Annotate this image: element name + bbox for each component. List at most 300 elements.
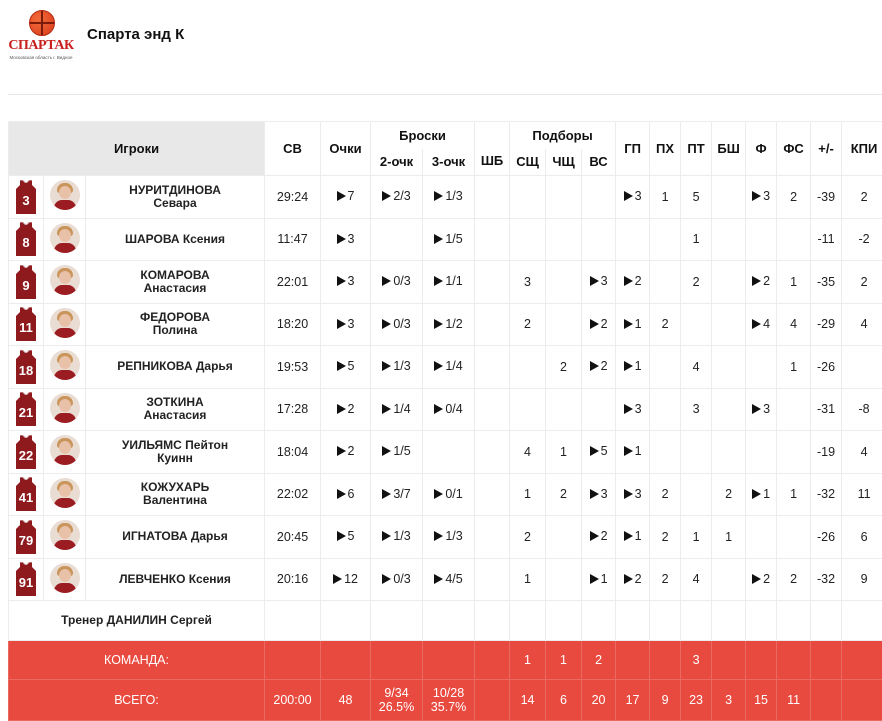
player-row[interactable] [9,261,882,304]
player-last-name: ИГНАТОВА Дарья [122,529,228,544]
two-point-cell-video[interactable] [382,274,410,288]
plus-minus-cell: -32 [811,473,842,516]
three-point-cell-video[interactable] [434,317,462,331]
points-cell-video[interactable] [337,232,355,246]
two-point-cell[interactable] [371,346,423,389]
player-last-name: КОМАРОВА [140,267,210,282]
total-rebounds-cell[interactable] [582,431,616,474]
def-rebounds-cell: 1 [510,558,546,601]
jersey-number-value: 22 [18,447,34,463]
blocks-cell [712,303,746,346]
total-rebounds-cell[interactable] [582,558,616,601]
play-icon [624,574,633,584]
header-blocks[interactable]: БШ [712,122,746,176]
player-last-name: ШАРОВА Ксения [124,231,226,246]
two-point-cell[interactable] [371,303,423,346]
header-turnovers[interactable]: ПХ [650,122,681,176]
player-row[interactable] [9,388,882,431]
points-cell-video[interactable] [337,529,355,543]
avatar[interactable] [50,308,80,338]
assists-cell[interactable] [616,516,650,559]
assists-cell[interactable] [616,176,650,219]
three-point-cell-video[interactable] [434,189,462,203]
steals-cell: 1 [681,516,712,559]
total-rebounds-cell[interactable] [582,473,616,516]
points-cell-value: 7 [347,189,355,204]
player-row[interactable] [9,176,882,219]
player-first-name: Анастасия [143,280,207,295]
two-point-cell[interactable] [371,473,423,516]
assists-cell-video[interactable] [624,444,642,458]
play-icon [337,489,346,499]
player-first-name: Полина [152,323,198,338]
team-row [9,641,882,680]
blocks-cell [712,388,746,431]
jersey-number-value: 3 [22,192,30,208]
points-cell-video[interactable] [337,487,355,501]
plus-minus-cell: -11 [811,218,842,261]
plus-minus-cell: -35 [811,261,842,304]
blocks-cell: 2 [712,473,746,516]
player-row[interactable] [9,218,882,261]
play-icon [590,446,599,456]
fouls-cell[interactable] [746,473,777,516]
play-icon [590,489,599,499]
player-first-name: Севара [153,195,197,210]
minutes-cell: 18:04 [265,431,321,474]
player-name[interactable] [86,303,265,346]
two-point-cell[interactable] [371,388,423,431]
fouls-cell-video[interactable] [752,402,770,416]
points-cell[interactable] [321,388,371,431]
points-cell-video[interactable] [337,317,355,331]
free-throw-cell [475,558,510,601]
points-cell-value: 3 [347,274,355,289]
total-row-label: ВСЕГО: [9,680,265,721]
fouls-cell-value: 2 [763,571,771,586]
total-rebounds-cell-value: 3 [600,486,608,501]
assists-cell-value: 3 [634,189,642,204]
free-throw-cell [475,516,510,559]
header-off-rebounds[interactable]: ЧЩ [546,149,582,176]
play-icon [382,404,391,414]
def-rebounds-cell: 2 [510,303,546,346]
player-photo[interactable] [44,218,86,261]
assists-cell-video[interactable] [624,487,642,501]
assists-cell-video[interactable] [624,317,642,331]
two-point-cell-video[interactable] [382,189,410,203]
play-icon [752,191,761,201]
player-name[interactable] [86,176,265,219]
avatar[interactable] [50,265,80,295]
play-icon [434,489,443,499]
player-row[interactable] [9,473,882,516]
play-icon [434,531,443,541]
three-point-cell-video[interactable] [434,572,462,586]
two-point-cell-video[interactable] [382,444,410,458]
jersey-number-value: 8 [22,235,30,251]
off-rebounds-cell [546,558,582,601]
play-icon [382,574,391,584]
total-rebounds-cell[interactable] [582,516,616,559]
points-cell[interactable] [321,346,371,389]
def-rebounds-cell [510,218,546,261]
two-point-cell-value: 0/3 [393,274,411,289]
total-rebounds-cell-value: 3 [600,274,608,289]
efficiency-cell: -2 [842,218,882,261]
avatar[interactable] [50,520,80,550]
fouls-cell[interactable] [746,176,777,219]
total-two-point-made: 9/34 [384,686,409,700]
steals-cell: 4 [681,346,712,389]
two-point-cell-value: 1/4 [393,401,411,416]
three-point-cell[interactable] [423,388,475,431]
assists-cell-video[interactable] [624,572,642,586]
player-row[interactable] [9,558,882,601]
play-icon [337,191,346,201]
play-icon [337,234,346,244]
avatar[interactable] [50,393,80,423]
assists-cell-video[interactable] [624,402,642,416]
three-point-cell-video[interactable] [434,274,462,288]
assists-cell[interactable] [616,431,650,474]
team-steals: 3 [681,641,712,680]
fouls-drawn-cell: 1 [777,473,811,516]
total-def-rebounds: 14 [510,680,546,721]
points-cell[interactable] [321,516,371,559]
assists-cell-value: 1 [634,529,642,544]
total-rebounds-cell[interactable] [582,261,616,304]
jersey-number-value: 91 [18,575,34,591]
player-row[interactable] [9,516,882,559]
assists-cell-video[interactable] [624,189,642,203]
plus-minus-cell: -29 [811,303,842,346]
player-photo[interactable] [44,388,86,431]
jersey-number [9,176,44,219]
play-icon [624,404,633,414]
assists-cell[interactable] [616,261,650,304]
blocks-cell [712,431,746,474]
player-row[interactable] [9,431,882,474]
total-fouls-drawn: 11 [777,680,811,721]
minutes-cell: 19:53 [265,346,321,389]
assists-cell[interactable] [616,346,650,389]
points-cell-video[interactable] [333,572,358,586]
total-turnovers: 9 [650,680,681,721]
header-def-rebounds[interactable]: СЩ [510,149,546,176]
player-name[interactable] [86,261,265,304]
points-cell[interactable] [321,431,371,474]
avatar[interactable] [50,180,80,210]
off-rebounds-cell: 1 [546,431,582,474]
fouls-cell-video[interactable] [752,487,770,501]
three-point-cell[interactable] [423,218,475,261]
header-efficiency[interactable]: КПИ [842,122,882,176]
jersey-icon [14,435,38,469]
minutes-cell: 20:16 [265,558,321,601]
header-fouls-drawn[interactable]: ФС [777,122,811,176]
points-cell-video[interactable] [337,402,355,416]
points-cell[interactable] [321,176,371,219]
points-cell-video[interactable] [337,189,355,203]
player-photo[interactable] [44,558,86,601]
fouls-cell-video[interactable] [752,317,770,331]
three-point-cell [423,431,475,474]
plus-minus-cell: -39 [811,176,842,219]
player-last-name: РЕПНИКОВА Дарья [117,359,233,374]
efficiency-cell: 11 [842,473,882,516]
player-photo[interactable] [44,176,86,219]
jersey-number [9,473,44,516]
free-throw-cell [475,346,510,389]
three-point-cell[interactable] [423,516,475,559]
total-rebounds-cell-value: 2 [600,359,608,374]
points-cell-value: 3 [347,231,355,246]
points-cell-value: 6 [347,486,355,501]
fouls-drawn-cell [777,431,811,474]
jersey-number [9,558,44,601]
header-two-point[interactable]: 2-очк [371,149,423,176]
jersey-icon [14,265,38,299]
total-rebounds-cell-video[interactable] [590,444,608,458]
three-point-cell[interactable] [423,176,475,219]
assists-cell-value: 1 [634,444,642,459]
play-icon [434,234,443,244]
play-icon [337,276,346,286]
assists-cell[interactable] [616,473,650,516]
player-name[interactable] [86,346,265,389]
play-icon [382,276,391,286]
three-point-cell-value: 1/3 [445,529,463,544]
jersey-icon [14,392,38,426]
off-rebounds-cell [546,516,582,559]
points-cell-video[interactable] [337,359,355,373]
jersey-number [9,388,44,431]
player-name[interactable] [86,516,265,559]
play-icon [434,361,443,371]
three-point-cell[interactable] [423,261,475,304]
steals-cell: 4 [681,558,712,601]
points-cell[interactable] [321,218,371,261]
play-icon [590,361,599,371]
jersey-number-value: 9 [22,277,30,293]
header-assists[interactable]: ГП [616,122,650,176]
steals-cell: 3 [681,388,712,431]
three-point-cell-video[interactable] [434,232,462,246]
header-total-rebounds[interactable]: ВС [582,149,616,176]
fouls-drawn-cell [777,516,811,559]
play-icon [337,404,346,414]
play-icon [382,531,391,541]
player-photo[interactable] [44,431,86,474]
total-blocks: 3 [712,680,746,721]
player-photo[interactable] [44,516,86,559]
three-point-cell-video[interactable] [434,529,462,543]
three-point-cell[interactable] [423,303,475,346]
fouls-cell-video[interactable] [752,274,770,288]
fouls-cell-video[interactable] [752,189,770,203]
points-cell-video[interactable] [337,274,355,288]
points-cell[interactable] [321,303,371,346]
total-rebounds-cell-video[interactable] [590,529,608,543]
fouls-cell-value: 3 [763,401,771,416]
avatar[interactable] [50,563,80,593]
off-rebounds-cell [546,261,582,304]
header-shots: Броски [371,122,475,149]
fouls-cell[interactable] [746,303,777,346]
header-minutes[interactable]: СВ [265,122,321,176]
play-icon [434,191,443,201]
fouls-cell-video[interactable] [752,572,770,586]
two-point-cell-video[interactable] [382,317,410,331]
total-points: 48 [321,680,371,721]
points-cell-value: 5 [347,359,355,374]
assists-cell[interactable] [616,388,650,431]
team-title: Спарта энд К [87,26,185,43]
total-three-point-pct: 35.7% [430,700,467,714]
three-point-cell-value: 1/2 [445,316,463,331]
steals-cell: 5 [681,176,712,219]
player-name[interactable] [86,388,265,431]
two-point-cell-video[interactable] [382,402,410,416]
header-free-throws[interactable]: ШБ [475,122,510,176]
total-rebounds-cell[interactable] [582,303,616,346]
player-row[interactable] [9,346,882,389]
off-rebounds-cell [546,176,582,219]
fouls-drawn-cell: 1 [777,346,811,389]
player-row[interactable] [9,303,882,346]
total-two-point [371,680,423,721]
jersey-number [9,431,44,474]
three-point-cell-video[interactable] [434,487,462,501]
fouls-cell[interactable] [746,388,777,431]
header-points[interactable]: Очки [321,122,371,176]
two-point-cell[interactable] [371,431,423,474]
turnovers-cell [650,346,681,389]
total-two-point-pct: 26.5% [378,700,415,714]
player-name[interactable] [86,473,265,516]
free-throw-cell [475,388,510,431]
two-point-cell-value: 3/7 [393,486,411,501]
assists-cell[interactable] [616,303,650,346]
efficiency-cell: 6 [842,516,882,559]
total-rebounds-cell[interactable] [582,346,616,389]
header-plus-minus[interactable]: +/- [811,122,842,176]
play-icon [434,574,443,584]
total-rebounds: 20 [582,680,616,721]
jersey-number-value: 11 [19,320,33,336]
turnovers-cell [650,218,681,261]
points-cell-value: 3 [347,316,355,331]
jersey-icon [14,350,38,384]
points-cell-video[interactable] [337,444,355,458]
avatar[interactable] [50,478,80,508]
two-point-cell[interactable] [371,516,423,559]
three-point-cell[interactable] [423,558,475,601]
def-rebounds-cell: 4 [510,431,546,474]
two-point-cell[interactable] [371,261,423,304]
play-icon [624,361,633,371]
logo-text: СПАРТАК [8,38,74,53]
three-point-cell-video[interactable] [434,359,462,373]
assists-cell-video[interactable] [624,359,642,373]
play-icon [590,574,599,584]
plus-minus-cell: -31 [811,388,842,431]
free-throw-cell [475,303,510,346]
assists-cell[interactable] [616,558,650,601]
two-point-cell-value: 1/5 [393,444,411,459]
player-name[interactable] [86,558,265,601]
jersey-number [9,346,44,389]
points-cell[interactable] [321,261,371,304]
total-rebounds-cell-video[interactable] [590,274,608,288]
total-rebounds-cell-video[interactable] [590,317,608,331]
two-point-cell-video[interactable] [382,359,410,373]
assists-cell-video[interactable] [624,274,642,288]
fouls-cell-value: 1 [763,486,771,501]
minutes-cell: 22:01 [265,261,321,304]
header-three-point[interactable]: 3-очк [423,149,475,176]
total-rebounds-cell-video[interactable] [590,487,608,501]
three-point-cell[interactable] [423,473,475,516]
jersey-icon [14,222,38,256]
fouls-cell[interactable] [746,261,777,304]
points-cell-value: 12 [344,571,358,586]
play-icon [382,489,391,499]
two-point-cell-video[interactable] [382,572,410,586]
two-point-cell-video[interactable] [382,487,410,501]
avatar[interactable] [50,223,80,253]
player-photo[interactable] [44,346,86,389]
player-name[interactable] [86,431,265,474]
player-first-name: Валентина [143,493,207,508]
points-cell[interactable] [321,558,371,601]
player-photo[interactable] [44,303,86,346]
total-rebounds-cell-value: 2 [600,316,608,331]
total-rebounds-cell-video[interactable] [590,359,608,373]
play-icon [434,319,443,329]
coach-name[interactable]: Тренер ДАНИЛИН Сергей [9,601,265,641]
player-photo[interactable] [44,261,86,304]
points-cell[interactable] [321,473,371,516]
two-point-cell[interactable] [371,176,423,219]
turnovers-cell: 2 [650,516,681,559]
play-icon [752,404,761,414]
two-point-cell-video[interactable] [382,529,410,543]
play-icon [333,574,342,584]
header-steals[interactable]: ПТ [681,122,712,176]
two-point-cell[interactable] [371,558,423,601]
team-logo[interactable] [8,10,74,62]
fouls-cell[interactable] [746,558,777,601]
avatar[interactable] [50,350,80,380]
player-name[interactable] [86,218,265,261]
header-fouls[interactable]: Ф [746,122,777,176]
three-point-cell-video[interactable] [434,402,462,416]
turnovers-cell [650,261,681,304]
turnovers-cell: 2 [650,473,681,516]
play-icon [590,276,599,286]
player-photo[interactable] [44,473,86,516]
blocks-cell [712,218,746,261]
three-point-cell[interactable] [423,346,475,389]
avatar[interactable] [50,435,80,465]
assists-cell-video[interactable] [624,529,642,543]
efficiency-cell: 9 [842,558,882,601]
team-total-rebounds: 2 [582,641,616,680]
blocks-cell [712,558,746,601]
total-rebounds-cell-video[interactable] [590,572,608,586]
